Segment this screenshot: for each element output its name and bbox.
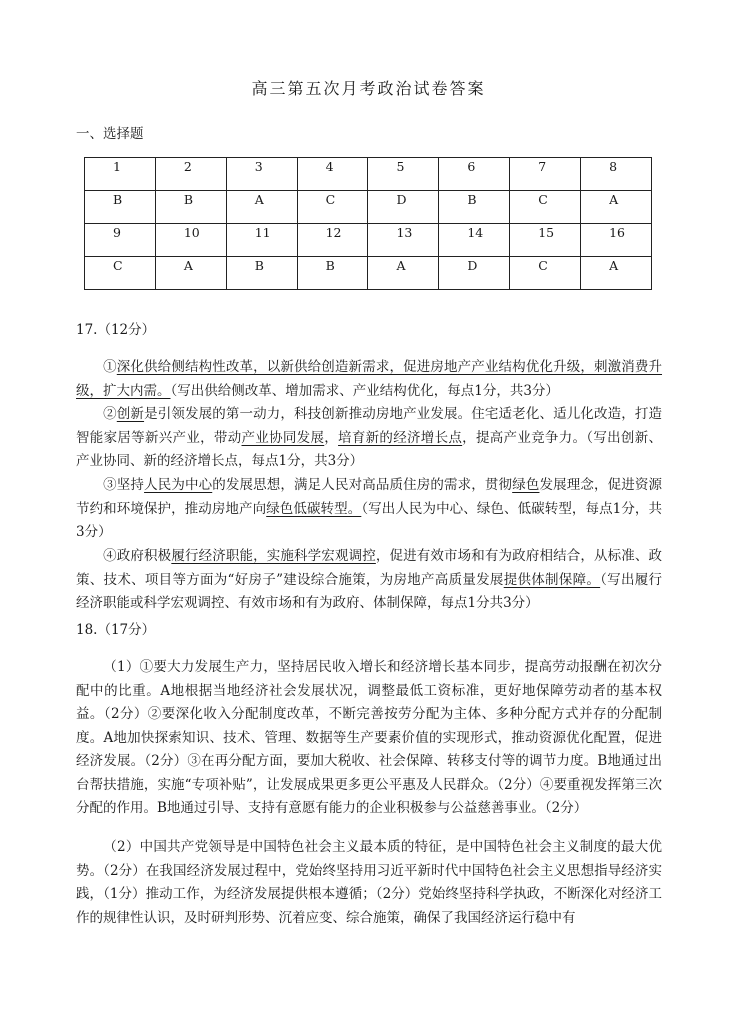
table-cell: A [368, 257, 439, 290]
table-cell: A [155, 257, 226, 290]
table-cell: 12 [297, 224, 368, 257]
table-cell: A [581, 191, 652, 224]
table-cell: 6 [439, 158, 510, 191]
q17-paragraph-1 [76, 356, 662, 403]
table-cell: 16 [581, 224, 652, 257]
table-cell: B [439, 191, 510, 224]
table-row-question-numbers [85, 158, 652, 191]
table-row-answers [85, 191, 652, 224]
table-cell: 10 [155, 224, 226, 257]
table-cell: 4 [297, 158, 368, 191]
q17-paragraph-4 [76, 545, 662, 616]
q17-p4-note: （写出履行经济职能或科学宏观调控、有效市场和有为政府、体制保障，每点1分共3分） [76, 571, 663, 611]
q17-p2-underlined-c: 培育新的经济增长点 [338, 429, 463, 446]
table-cell: D [439, 257, 510, 290]
q17-p4-marker: ④ [103, 548, 117, 564]
table-cell: 13 [368, 224, 439, 257]
q17-p3-underlined-b: 绿色 [512, 477, 540, 493]
answer-table [84, 157, 652, 290]
table-cell: C [510, 257, 581, 290]
table-cell: 8 [581, 158, 652, 191]
table-cell: 11 [226, 224, 297, 257]
table-cell: C [85, 257, 156, 290]
table-cell: B [297, 257, 368, 290]
q17-p3-pre: 坚持 [116, 477, 145, 493]
table-cell: B [155, 191, 226, 224]
table-cell: A [226, 191, 297, 224]
table-cell: 14 [439, 224, 510, 257]
q17-p2-underlined-a: 创新 [116, 406, 145, 422]
q17-p4-underlined-a: 履行经济职能，实施科学宏观调控 [171, 548, 376, 564]
section-heading-choice: 一、选择题 [76, 126, 144, 142]
q17-p3-text-2: 发展理念，促进资源节约和环境保护，推动房地产向 [76, 477, 663, 517]
q17-p1-underlined: 深化供给侧结构性改革，以新供给创造新需求，促进房地产产业结构优化升级，刺激消费升级，扩大内需。 [76, 359, 663, 399]
table-cell: D [368, 191, 439, 224]
table-row-question-numbers [85, 224, 652, 257]
q18-p2-text: （2）中国共产党领导是中国特色社会主义最本质的特征，是中国特色社会主义制度的最大优势。（2分）在我国经济发展过程中，党始终坚持用习近平新时代中国特色社会主义思想指导经济实践，（1分）推动工作，为经济发展提供根本遵循；（2分）党始终坚持科学执政，不断深化对经济工作的规律性认识，及时研判形势、沉着应变、综合施策，确保了我国经济运行稳中有 [76, 839, 662, 926]
q17-p4-underlined-b: 提供体制保障。 [503, 571, 601, 588]
table-cell: 3 [226, 158, 297, 191]
table-cell: 1 [85, 158, 156, 191]
q18-paragraph-2 [76, 836, 662, 930]
q17-p3-marker: ③ [103, 477, 117, 493]
q17-p2-end: ，提高产业竞争力。（写出创新、产业协同、新的经济增长点，每点1分，共3分） [76, 429, 663, 469]
table-cell: C [510, 191, 581, 224]
q18-p1-text: （1）①要大力发展生产力，坚持居民收入增长和经济增长基本同步，提高劳动报酬在初次分配中的比重。A地根据当地经济社会发展状况，调整最低工资标准，更好地保障劳动者的基本权益。（2分）②要深化收入分配制度改革，不断完善按劳分配为主体、多种分配方式并存的分配制度。A地加快探索知识、技术、管理、数据等生产要素价值的实现形式，推动资源优化配置，促进经济发展。（2分）③在再分配方面，要加大税收、社会保障、转移支付等的调节力度。B地通过出台帮扶措施，实施“专项补贴”，让发展成果更多更公平惠及人民群众。（2分）④要重视发挥第三次分配的作用。B地通过引导、支持有意愿有能力的企业积极参与公益慈善事业。（2分） [76, 659, 662, 816]
q17-p2-text-2: ， [324, 429, 339, 446]
q17-paragraph-3 [76, 474, 662, 545]
table-cell: 7 [510, 158, 581, 191]
q17-paragraph-2 [76, 403, 662, 474]
q18-paragraph-1 [76, 656, 662, 821]
table-row-answers [85, 257, 652, 290]
q17-p3-text: 的发展思想，满足人民对高品质住房的需求，贯彻 [212, 477, 513, 493]
table-cell: 5 [368, 158, 439, 191]
q17-p2-text: 是引领发展的第一动力，科技创新推动房地产业发展。住宅适老化、适儿化改造，打造智能家居等新兴产业，带动 [76, 406, 663, 446]
page-title: 高三第五次月考政治试卷答案 [251, 79, 486, 98]
table-cell: A [581, 257, 652, 290]
q17-p2-underlined-b: 产业协同发展 [241, 429, 325, 446]
q17-p3-note: （写出人民为中心、绿色、低碳转型，每点1分，共3分） [76, 500, 663, 540]
q17-p4-pre: 政府积极 [116, 548, 172, 564]
q17-p1-note: （写出供给侧改革、增加需求、产业结构优化，每点1分，共3分） [170, 382, 559, 399]
q17-p4-text: ，促进有效市场和有为政府相结合，从标准、政策、技术、项目等方面为“好房子”建设综合施策，为房地产高质量发展 [76, 548, 663, 588]
question-18-heading: 18.（17分） [76, 622, 156, 638]
table-cell: C [297, 191, 368, 224]
table-cell: B [85, 191, 156, 224]
table-cell: 15 [510, 224, 581, 257]
question-17-heading: 17.（12分） [76, 322, 156, 338]
q17-p2-marker: ② [103, 406, 117, 422]
table-cell: 2 [155, 158, 226, 191]
table-cell: 9 [85, 224, 156, 257]
table-cell: B [226, 257, 297, 290]
q17-p1-marker: ① [103, 359, 117, 375]
q17-p3-underlined-c: 绿色低碳转型。 [266, 500, 362, 517]
q17-p3-underlined-a: 人民为中心 [144, 477, 213, 493]
